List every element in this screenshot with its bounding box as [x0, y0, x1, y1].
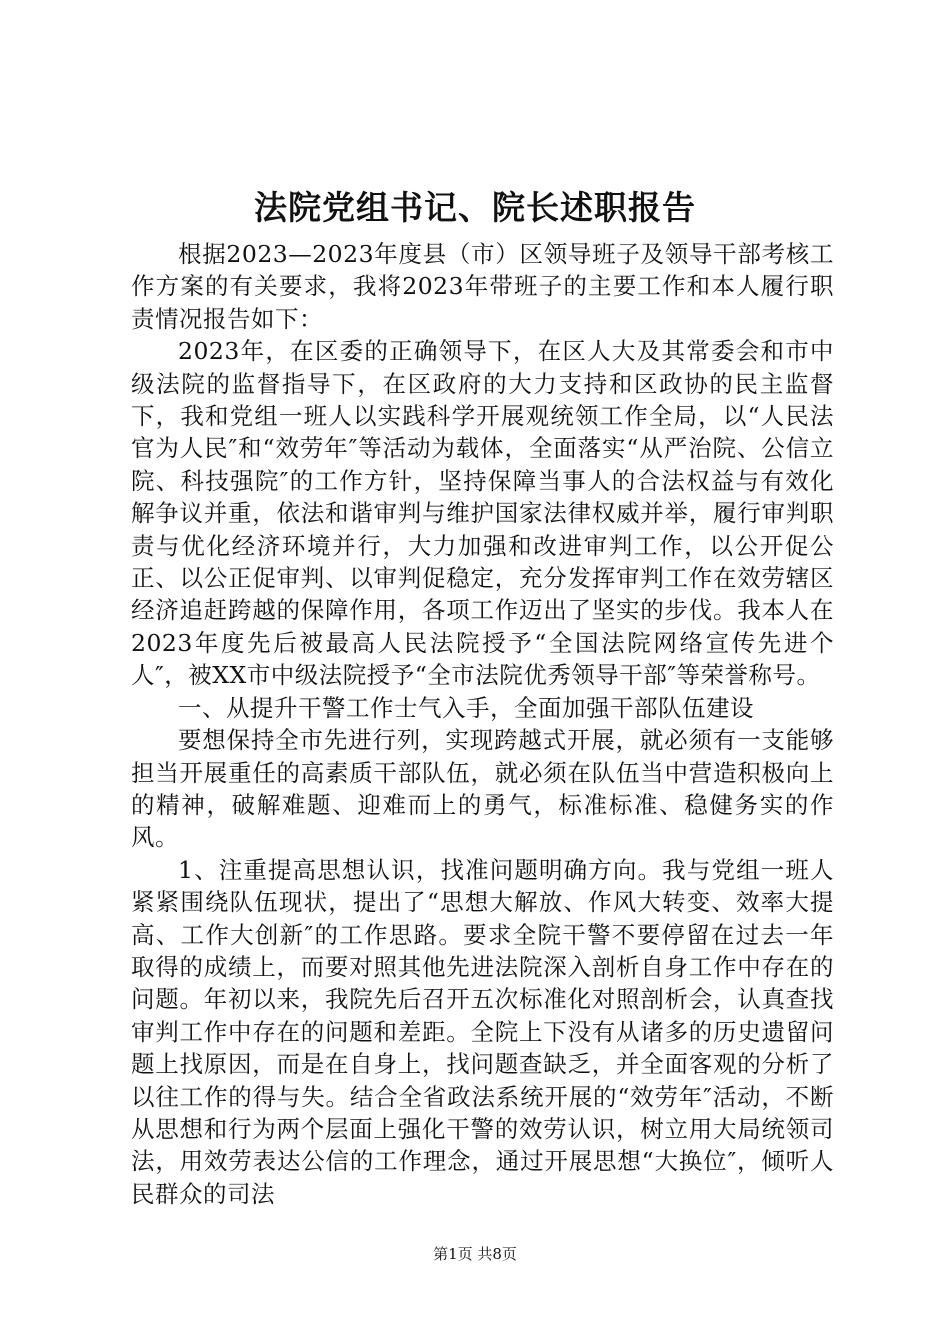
- paragraph-summary: 2023年，在区委的正确领导下，在区人大及其常委会和市中级法院的监督指导下，在区政府的大力支持和区政协的民主监督下，我和党组一班人以实践科学开展观统领工作全局，以“人民法官为人民″和“效劳年″等活动为载体，全面落实“从严治院、公信立院、科技强院″的工作方针，坚持保障当事人的合法权益与有效化解争议并重，依法和谐审判与维护国家法律权威并举，履行审判职责与优化经济环境并行，大力加强和改进审判工作，以公开促公正、以公正促审判、以审判促稳定，充分发挥审判工作在效劳辖区经济追赶跨越的保障作用，各项工作迈出了坚实的步伐。我本人在2023年度先后被最高人民法院授予“全国法院网络宣传先进个人″，被XX市中级法院授予“全市法院优秀领导干部″等荣誉称号。: [131, 337, 834, 690]
- paragraph-section-intro: 要想保持全市先进行列，实现跨越式开展，就必须有一支能够担当开展重任的高素质干部队伍，就必须在队伍当中营造积极向上的精神，破解难题、迎难而上的勇气，标准标准、稳健务实的作风。: [131, 726, 834, 852]
- page-footer: 第1页 共8页: [433, 1245, 517, 1263]
- section-heading: 一、从提升干警工作士气入手，全面加强干部队伍建设: [178, 693, 754, 722]
- document-title: 法院党组书记、院长述职报告: [254, 188, 696, 227]
- paragraph-intro: 根据2023—2023年度县（市）区领导班子及领导干部考核工作方案的有关要求，我将2023年带班子的主要工作和本人履行职责情况报告如下：: [131, 240, 834, 333]
- paragraph-item-1: 1、注重提高思想认识，找准问题明确方向。我与党组一班人紧紧围绕队伍现状，提出了“思想大解放、作风大转变、效率大提高、工作大创新″的工作思路。要求全院干警不要停留在过去一年取得的成绩上，而要对照其他先进法院深入剖析自身工作中存在的问题。年初以来，我院先后召开五次标准化对照剖析会，认真查找审判工作中存在的问题和差距。全院上下没有从诸多的历史遗留问题上找原因，而是在自身上，找问题查缺乏，并全面客观的分析了以往工作的得与失。结合全省政法系统开展的“效劳年″活动，不断从思想和行为两个层面上强化干警的效劳认识，树立用大局统领司法，用效劳表达公信的工作理念，通过开展思想“大换位″，倾听人民群众的司法: [131, 855, 834, 1208]
- document-body: [131, 238, 834, 1210]
